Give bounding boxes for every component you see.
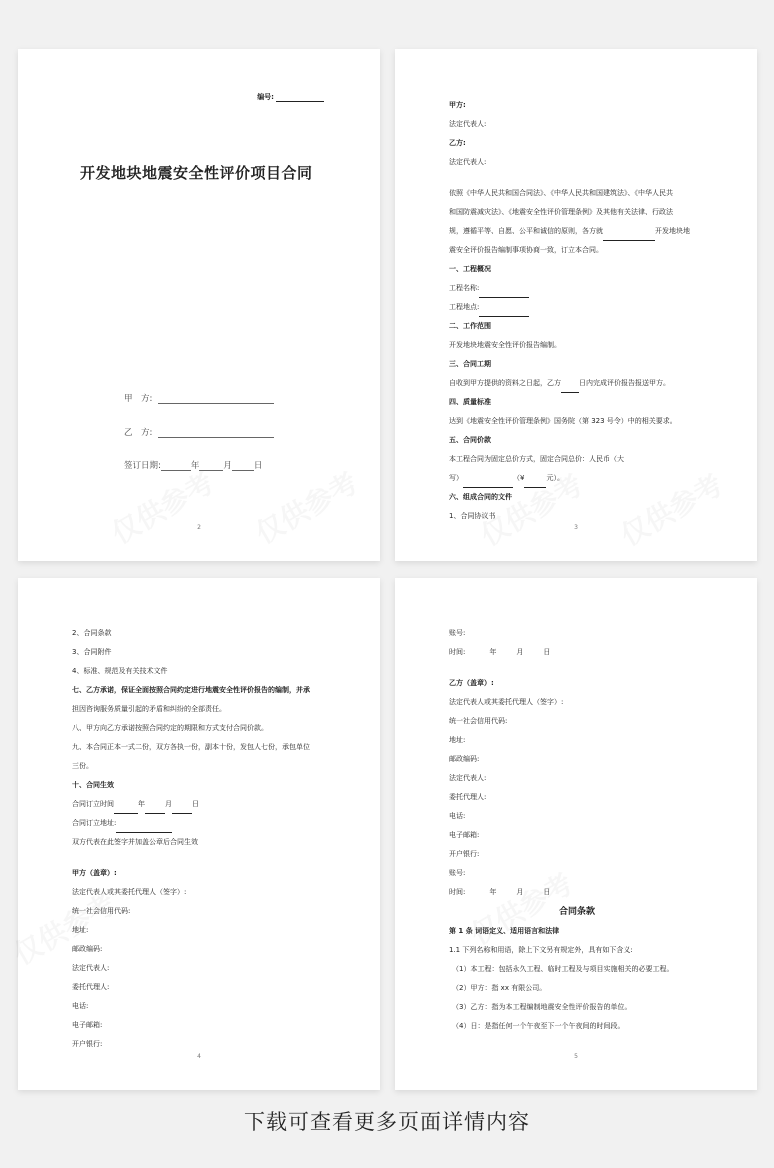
section-heading: 一、工程概况 [449,265,491,273]
blank-line [145,806,165,814]
party-a-blank [158,394,274,404]
preamble-line: 和国防震减灾法》、《地震安全性评价管理条例》及其他有关法律、行政法 [449,208,673,216]
party-a-heading: 甲方: [449,101,466,109]
blank-line [114,806,138,814]
day-blank [232,461,254,471]
party-field: 委托代理人: [72,983,110,991]
party-field: 统一社会信用代码: [72,907,131,915]
preamble-line [449,222,705,241]
section-heading: 二、工作范围 [449,322,491,330]
schedule-text [449,374,705,393]
copies-line: 九、本合同正本一式二份，双方各执一份，副本十份，发包人七份，承包单位 [72,743,310,751]
party-b-field [124,426,274,438]
project-location-label: 工程地点: [449,303,480,311]
page-4-body [72,624,328,1054]
clause-item: （4）日：是指任何一个午夜至下一个午夜间的时间段。 [452,1022,625,1030]
party-field: 地址: [449,736,466,744]
spacer [72,852,328,864]
party-field: 电话: [72,1002,89,1010]
section-heading: 五、合同价款 [449,436,491,444]
party-field: 法定代表人或其委托代理人（签字）: [449,698,564,706]
section-title: 合同条款 [558,907,595,917]
party-field: 法定代表人: [449,774,487,782]
watermark [104,462,221,553]
month-label: 月 [516,888,524,896]
clause-item: （3）乙方：指为本工程编制地震安全性评价报告的单位。 [452,1003,632,1011]
section-heading: 十、合同生效 [72,781,114,789]
party-field: 邮政编码: [449,755,480,763]
blank-line [524,480,546,488]
party-field: 法定代表人: [72,964,110,972]
sign-address-label: 合同订立地址: [72,819,117,827]
blank-line [479,290,529,298]
party-time [449,643,705,662]
price-text: 本工程合同为固定总价方式，固定合同总价：人民币（大 [449,455,624,463]
time-label: 时间: [449,648,466,656]
serial-label: 编号: [257,93,274,101]
preamble-line: 依照《中华人民共和国合同法》、《中华人民共和国建筑法》、《中华人民共 [449,189,673,197]
page-2 [18,49,380,561]
page-3 [395,49,757,561]
party-field: 委托代理人: [449,793,487,801]
legal-rep: 法定代表人: [449,120,487,128]
blank-line [172,806,192,814]
party-field: 开户银行: [72,1040,103,1048]
blank-line [116,825,172,833]
project-location [449,298,705,317]
price-text-part: 写） [449,474,463,482]
spacer [449,662,705,674]
price-text [449,469,705,488]
party-b-label: 乙 方: [124,428,153,438]
party-a-label: 甲 方: [124,394,153,404]
serial-number [257,92,324,102]
page-number: 5 [574,1053,578,1060]
party-field: 邮政编码: [72,945,103,953]
month-label: 月 [165,800,172,808]
party-field: 账号: [449,629,466,637]
preamble-line: 震安全评价报告编制事项协商一致，订立本合同。 [449,246,603,254]
watermark [248,462,365,553]
party-field: 账号: [449,869,466,877]
doc-item: 2、合同条款 [72,629,112,637]
page-4 [18,578,380,1090]
time-label: 时间: [449,888,466,896]
price-text-part: 元）。 [546,474,564,482]
year-label: 年 [489,888,497,896]
clause-title: 第 1 条 词语定义、适用语言和法律 [449,927,560,935]
month-label: 月 [516,648,524,656]
clause-item: （2）甲方：指 xx 有限公司。 [452,984,547,992]
party-field: 开户银行: [449,850,480,858]
section-heading: 三、合同工期 [449,360,491,368]
clause-item: （1）本工程：包括永久工程、临时工程及与项目实施相关的必要工程。 [452,965,674,973]
section-heading: 六、组成合同的文件 [449,493,512,501]
project-name [449,279,705,298]
commitment-text: 七、乙方承诺，保证全面按照合同约定进行地震安全性评价报告的编制，并承 [72,686,310,694]
page-number: 4 [197,1053,201,1060]
year-label: 年 [489,648,497,656]
party-a-seal: 甲方（盖章）: [72,869,117,877]
sign-address [72,814,328,833]
project-name-label: 工程名称: [449,284,480,292]
party-field: 电话: [449,812,466,820]
serial-blank [276,94,324,102]
page-number: 2 [197,524,201,531]
schedule-text-part: 日内完成评价报告报送甲方。 [579,379,670,387]
download-prompt[interactable]: 下载可查看更多页面详情内容 [244,1110,530,1134]
page-5-body [449,624,705,1036]
clause-item: 1.1 下列名称和用语，除上下文另有规定外，具有如下含义: [449,946,633,954]
spacer [449,172,705,184]
party-a-field [124,392,274,404]
sign-time [72,795,328,814]
sign-date [124,459,262,471]
party-b-seal: 乙方（盖章）: [449,679,494,687]
blank-line [603,233,655,241]
party-b-blank [158,428,274,438]
contract-title: 开发地块地震安全性评价项目合同 [80,164,313,182]
doc-item: 3、合同附件 [72,648,112,656]
blank-line [479,309,529,317]
page-3-body [449,96,705,526]
doc-item: 1、合同协议书 [449,512,496,520]
day-label: 日 [253,461,263,471]
sign-time-label: 合同订立时间 [72,800,114,808]
scope-text: 开发地块地震安全性评价报告编制。 [449,341,561,349]
party-b-heading: 乙方: [449,139,466,147]
party-time [449,883,705,902]
sign-date-label: 签订日期: [124,461,161,471]
price-text-part: （¥ [513,474,525,482]
year-label: 年 [190,461,200,471]
page-5 [395,578,757,1090]
day-label: 日 [192,800,199,808]
month-blank [199,461,223,471]
preamble-text: 开发地块地 [655,227,690,235]
preamble-text: 规，遵循平等、自愿、公平和诚信的原则，各方就 [449,227,603,235]
day-label: 日 [543,888,551,896]
page-number: 3 [574,524,578,531]
year-label: 年 [138,800,145,808]
party-field: 统一社会信用代码: [449,717,508,725]
copies-line: 三份。 [72,762,93,770]
section-heading: 四、质量标准 [449,398,491,406]
doc-item: 4、标准、规范及有关技术文件 [72,667,168,675]
legal-rep: 法定代表人: [449,158,487,166]
year-blank [161,461,191,471]
commitment-line: 担因咨询服务质量引起的矛盾和纠纷的全部责任。 [72,705,226,713]
party-field: 电子邮箱: [72,1021,103,1029]
month-label: 月 [223,461,232,471]
effective-text: 双方代表在此签字并加盖公章后合同生效 [72,838,198,846]
party-field: 地址: [72,926,89,934]
quality-text: 达到《地震安全性评价管理条例》国务院（第 323 号令）中的相关要求。 [449,417,677,425]
commitment-line [72,681,328,700]
party-field: 法定代表人或其委托代理人（签字）: [72,888,187,896]
blank-line [561,385,579,393]
blank-line [463,480,513,488]
day-label: 日 [543,648,551,656]
party-field: 电子邮箱: [449,831,480,839]
payment-line: 八、甲方向乙方承诺按照合同约定的期限和方式支付合同价款。 [72,724,268,732]
schedule-text-part: 自收到甲方提供的资料之日起，乙方 [449,379,561,387]
